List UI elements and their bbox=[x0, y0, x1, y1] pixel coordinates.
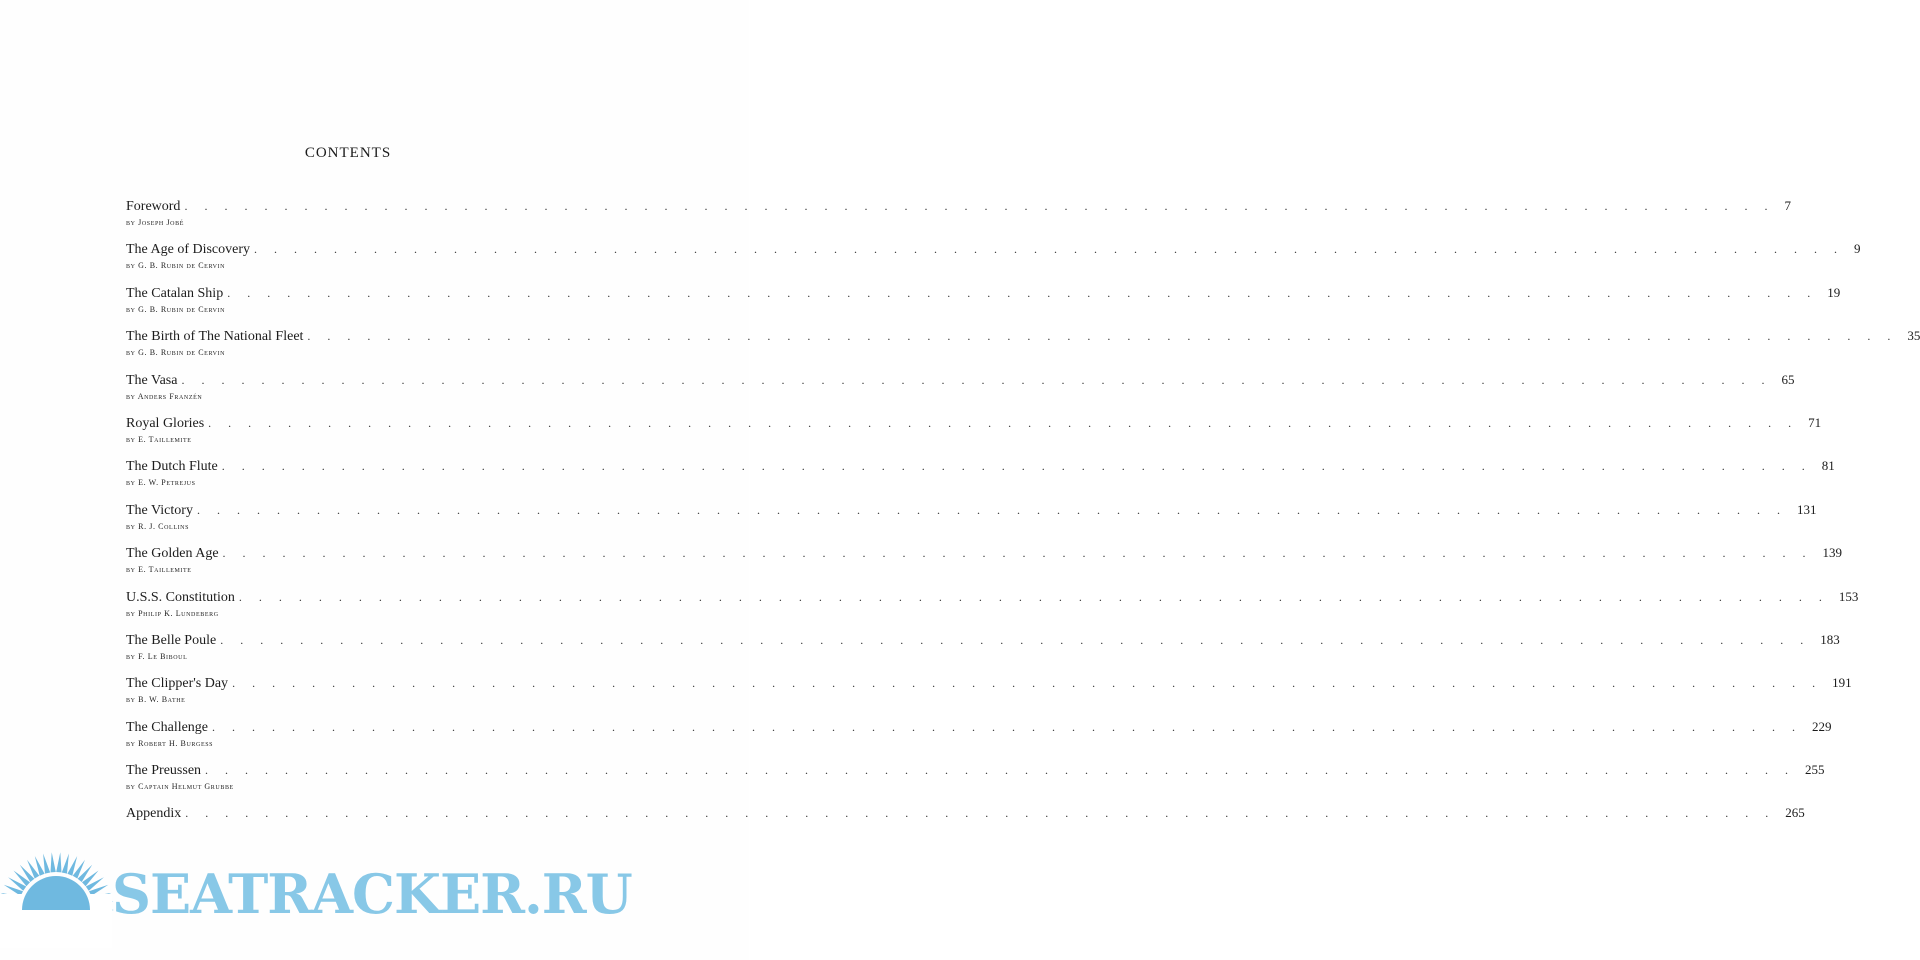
page-number: 255 bbox=[1805, 762, 1825, 778]
entry-title: The Dutch Flute bbox=[126, 459, 218, 475]
toc-line bbox=[126, 501, 1817, 520]
toc-entry[interactable] bbox=[126, 631, 1840, 674]
toc-line bbox=[126, 240, 1861, 259]
sun-icon bbox=[0, 848, 112, 948]
dot-leader: . . . . . . . . . . . . . . . . . . . . . . . . . . . . . . . . . . . . . . . . . . . . . . . . . . . . . . . . . . . . . . . . . . . . . . . . . . . . . . . . bbox=[212, 719, 1803, 734]
toc-entry[interactable] bbox=[126, 674, 1852, 717]
page-number: 9 bbox=[1854, 241, 1861, 257]
page-number: 19 bbox=[1827, 284, 1841, 300]
page-number: 71 bbox=[1808, 414, 1822, 430]
toc-line bbox=[126, 371, 1795, 390]
toc-entry[interactable] bbox=[126, 718, 1832, 761]
toc-entry[interactable] bbox=[126, 501, 1817, 544]
toc-line bbox=[126, 327, 1920, 346]
entry-title: U.S.S. Constitution bbox=[126, 589, 235, 605]
toc-line bbox=[126, 761, 1825, 780]
dot-leader: . . . . . . . . . . . . . . . . . . . . . . . . . . . . . . . . . . . . . . . . . . . . . . . . . . . . . . . . . . . . . . . . . . . . . . . . . . . . . . . . bbox=[307, 329, 1898, 344]
toc-entry[interactable] bbox=[126, 457, 1835, 500]
page-number: 81 bbox=[1821, 458, 1835, 474]
table-of-contents bbox=[126, 197, 1920, 848]
page-number: 35 bbox=[1907, 328, 1920, 344]
entry-title: The Birth of The National Fleet bbox=[126, 329, 304, 345]
dot-leader: . . . . . . . . . . . . . . . . . . . . . . . . . . . . . . . . . . . . . . . . . . . . . . . . . . . . . . . . . . . . . . . . . . . . . . . . . . . . . . . . bbox=[181, 372, 1772, 387]
entry-author: by E. W. Petrejus bbox=[126, 478, 196, 488]
entry-author: by E. Taillemite bbox=[126, 565, 192, 575]
watermark bbox=[0, 848, 749, 948]
dot-leader: . . . . . . . . . . . . . . . . . . . . . . . . . . . . . . . . . . . . . . . . . . . . . . . . . . . . . . . . . . . . . . . . . . . . . . . . . . . . . . . . bbox=[205, 763, 1796, 778]
entry-author: by E. Taillemite bbox=[126, 434, 192, 444]
sun-ray bbox=[51, 852, 56, 872]
entry-title: The Age of Discovery bbox=[126, 242, 251, 258]
toc-line bbox=[126, 544, 1843, 563]
page-number: 131 bbox=[1796, 501, 1817, 517]
entry-title: The Victory bbox=[126, 502, 193, 518]
dot-leader: . . . . . . . . . . . . . . . . . . . . . . . . . . . . . . . . . . . . . . . . . . . . . . . . . . . . . . . . . . . . . . . . . . . . . . . . . . . . . . . . bbox=[220, 632, 1811, 647]
entry-author: by F. Le Biboul bbox=[126, 651, 188, 661]
toc-entry[interactable] bbox=[126, 761, 1825, 804]
toc-entry[interactable] bbox=[126, 197, 1791, 240]
dot-leader: . . . . . . . . . . . . . . . . . . . . . . . . . . . . . . . . . . . . . . . . . . . . . . . . . . . . . . . . . . . . . . . . . . . . . . . . . . . . . . . . bbox=[232, 676, 1823, 691]
entry-author: by Captain Helmut Grubbe bbox=[126, 782, 234, 792]
toc-line bbox=[126, 414, 1822, 433]
entry-author: by Joseph Jobé bbox=[126, 218, 184, 227]
dot-leader: . . . . . . . . . . . . . . . . . . . . . . . . . . . . . . . . . . . . . . . . . . . . . . . . . . . . . . . . . . . . . . . . . . . . . . . . . . . . . . . . bbox=[196, 502, 1787, 517]
toc-line bbox=[126, 804, 1805, 823]
dot-leader: . . . . . . . . . . . . . . . . . . . . . . . . . . . . . . . . . . . . . . . . . . . . . . . . . . . . . . . . . . . . . . . . . . . . . . . . . . . . . . . . bbox=[227, 285, 1818, 300]
entry-author: by Robert H. Burgess bbox=[126, 738, 214, 748]
toc-entry[interactable] bbox=[126, 544, 1843, 587]
dot-leader: . . . . . . . . . . . . . . . . . . . . . . . . . . . . . . . . . . . . . . . . . . . . . . . . . . . . . . . . . . . . . . . . . . . . . . . . . . . . . . . . bbox=[208, 415, 1799, 430]
dot-leader: . . . . . . . . . . . . . . . . . . . . . . . . . . . . . . . . . . . . . . . . . . . . . . . . . . . . . . . . . . . . . . . . . . . . . . . . . . . . . . . . bbox=[222, 546, 1813, 561]
entry-author: by Anders Franzén bbox=[126, 391, 203, 401]
entry-author: by G. B. Rubin de Cervin bbox=[126, 304, 226, 314]
sun-ray bbox=[56, 852, 61, 872]
page-number: 139 bbox=[1822, 545, 1843, 561]
page-number: 153 bbox=[1838, 588, 1859, 604]
dot-leader: . . . . . . . . . . . . . . . . . . . . . . . . . . . . . . . . . . . . . . . . . . . . . . . . . . . . . . . . . . . . . . . . . . . . . . . . . . . . . . . . bbox=[184, 199, 1775, 213]
page-number: 229 bbox=[1812, 718, 1832, 734]
page-number: 265 bbox=[1785, 805, 1805, 821]
toc-line bbox=[126, 588, 1859, 607]
entry-author: by G. B. Rubin de Cervin bbox=[126, 348, 226, 358]
toc-entry[interactable] bbox=[126, 371, 1795, 414]
entry-title: The Clipper's Day bbox=[126, 676, 229, 692]
entry-title: Foreword bbox=[126, 199, 181, 214]
entry-title: The Vasa bbox=[126, 372, 178, 388]
sun-ray bbox=[62, 854, 69, 874]
entry-title: Royal Glories bbox=[126, 415, 205, 431]
toc-line bbox=[126, 284, 1841, 303]
toc-line bbox=[126, 718, 1832, 737]
dot-leader: . . . . . . . . . . . . . . . . . . . . . . . . . . . . . . . . . . . . . . . . . . . . . . . . . . . . . . . . . . . . . . . . . . . . . . . . . . . . . . . . bbox=[185, 806, 1776, 821]
toc-entry[interactable] bbox=[126, 804, 1805, 847]
toc-entry[interactable] bbox=[126, 414, 1822, 457]
page-number: 191 bbox=[1832, 675, 1852, 691]
dot-leader: . . . . . . . . . . . . . . . . . . . . . . . . . . . . . . . . . . . . . . . . . . . . . . . . . . . . . . . . . . . . . . . . . . . . . . . . . . . . . . . . bbox=[221, 459, 1812, 474]
entry-author: by R. J. Collins bbox=[126, 521, 190, 531]
toc-line bbox=[126, 631, 1840, 650]
dot-leader: . . . . . . . . . . . . . . . . . . . . . . . . . . . . . . . . . . . . . . . . . . . . . . . . . . . . . . . . . . . . . . . . . . . . . . . . . . . . . . . . bbox=[238, 589, 1829, 604]
entry-title: The Preussen bbox=[126, 763, 202, 779]
toc-entry[interactable] bbox=[126, 240, 1861, 283]
sun-ray bbox=[43, 854, 50, 874]
entry-author: by G. B. Rubin de Cervin bbox=[126, 261, 226, 271]
entry-author: by B. W. Bathe bbox=[126, 695, 186, 705]
toc-line bbox=[126, 674, 1852, 693]
watermark-text: SEATRACKER.RU bbox=[112, 862, 632, 926]
entry-title: The Catalan Ship bbox=[126, 285, 224, 301]
toc-entry[interactable] bbox=[126, 588, 1859, 631]
page-number: 7 bbox=[1784, 198, 1791, 213]
entry-author: by Philip K. Lundeberg bbox=[126, 608, 219, 618]
page-number: 65 bbox=[1781, 371, 1795, 387]
page-number: 183 bbox=[1820, 631, 1840, 647]
page-title: CONTENTS bbox=[304, 145, 392, 161]
entry-title: Appendix bbox=[126, 806, 182, 822]
entry-title: The Belle Poule bbox=[126, 632, 217, 648]
entry-title: The Challenge bbox=[126, 719, 209, 735]
toc-line bbox=[126, 197, 1791, 216]
toc-entry[interactable] bbox=[126, 327, 1920, 370]
dot-leader: . . . . . . . . . . . . . . . . . . . . . . . . . . . . . . . . . . . . . . . . . . . . . . . . . . . . . . . . . . . . . . . . . . . . . . . . . . . . . . . . bbox=[254, 242, 1845, 257]
toc-entry[interactable] bbox=[126, 284, 1841, 327]
toc-line bbox=[126, 457, 1835, 476]
entry-title: The Golden Age bbox=[126, 546, 219, 562]
